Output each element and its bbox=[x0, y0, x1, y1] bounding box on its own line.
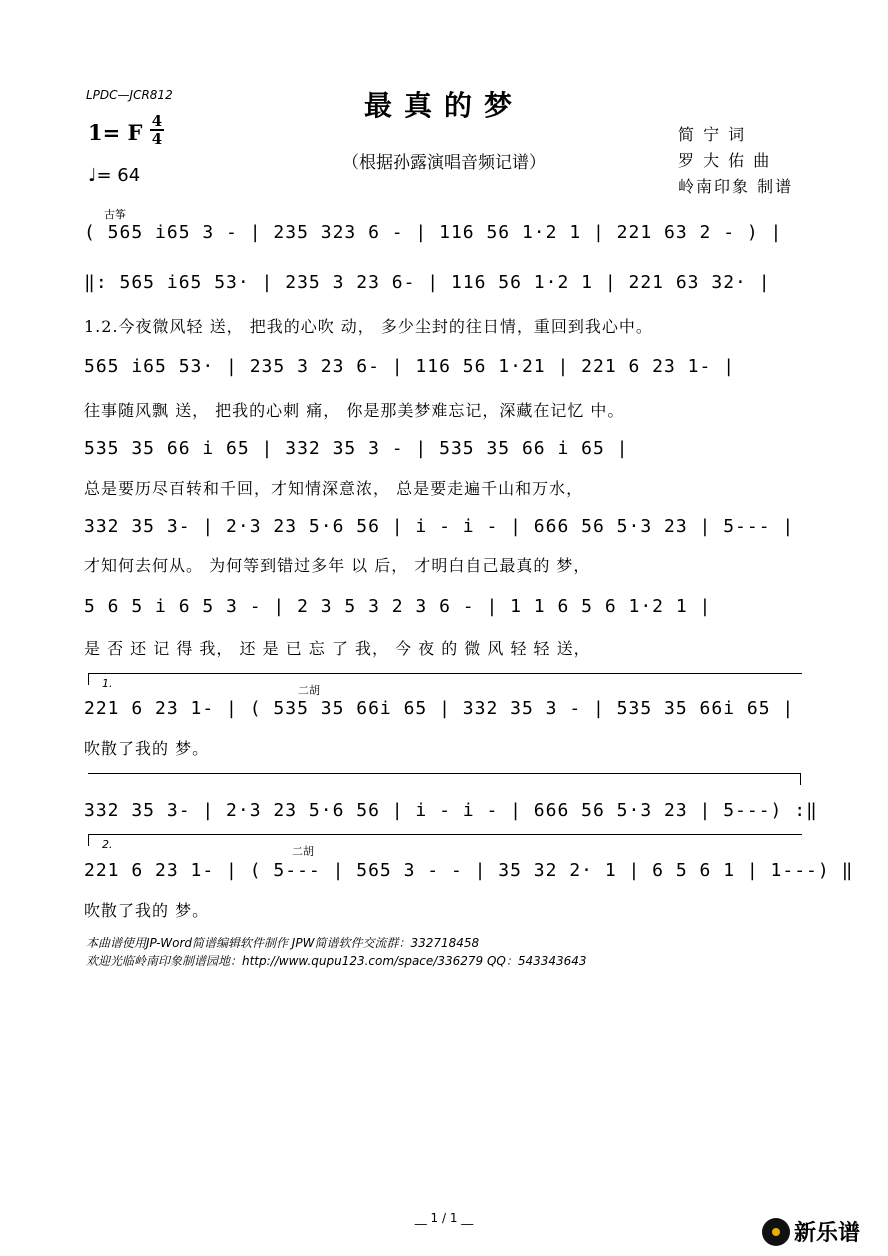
lyric-line-9: 吹散了我的 梦。 bbox=[84, 901, 210, 920]
score-line-7: 221 6 23 1- | ( 535 35 66i 65 | 332 35 3 - | 535 35 66i 65 | bbox=[84, 698, 795, 719]
page-number: __ 1 / 1 __ bbox=[414, 1211, 474, 1225]
time-bottom: 4 bbox=[151, 130, 163, 148]
composer-credit: 罗 大 佑 曲 bbox=[678, 151, 772, 170]
score-line-3: 565 i65 53· | 235 3 23 6- | 116 56 1·21 | 221 6 23 1- | bbox=[84, 356, 736, 377]
instrument-erhu-1: 二胡 bbox=[298, 684, 320, 697]
volta-tick-2 bbox=[88, 834, 89, 846]
score-line-6: 5 6 5 i 6 5 3 - | 2 3 5 3 2 3 6 - | 1 1 6 5 6 1·2 1 | bbox=[84, 596, 712, 617]
score-line-5: 332 35 3- | 2·3 23 5·6 56 | i - i - | 666 56 5·3 23 | 5--- | bbox=[84, 516, 795, 537]
logo-text: 新乐谱 bbox=[794, 1221, 861, 1246]
key-signature: 1= F bbox=[88, 120, 143, 145]
time-top: 4 bbox=[151, 112, 163, 130]
lyric-line-6: 是 否 还 记 得 我， 还 是 已 忘 了 我， 今 夜 的 微 风 轻 轻 送， bbox=[84, 639, 591, 658]
score-line-1: ( 565 i65 3 - | 235 323 6 - | 116 56 1·2 1 | 221 63 2 - ) | bbox=[84, 222, 783, 243]
volta-tick-1 bbox=[88, 673, 89, 685]
volta-bracket-2 bbox=[88, 834, 802, 835]
instrument-guzheng: 古筝 bbox=[104, 208, 126, 221]
song-subtitle: （根据孙露演唱音频记谱） bbox=[342, 153, 546, 173]
site-logo bbox=[762, 1216, 860, 1247]
volta-bracket-1 bbox=[88, 673, 802, 674]
score-line-8: 332 35 3- | 2·3 23 5·6 56 | i - i - | 666 56 5·3 23 | 5---) :‖ bbox=[84, 800, 818, 821]
engraver-credit: 岭南印象 制谱 bbox=[678, 177, 794, 196]
volta-number-2: 2. bbox=[102, 838, 113, 851]
song-title: 最真的梦 bbox=[363, 89, 524, 122]
score-line-9: 221 6 23 1- | ( 5--- | 565 3 - - | 35 32 2· 1 | 6 5 6 1 | 1---) ‖ bbox=[84, 860, 854, 881]
volta-continuation-line bbox=[88, 773, 800, 774]
lyric-line-3: 往事随风飘 送， 把我的心刺 痛， 你是那美梦难忘记，深藏在记忆 中。 bbox=[84, 401, 625, 420]
footer-software-note: 本曲谱使用JP-Word简谱编辑软件制作 JPW简谱软件交流群：332718458 bbox=[86, 936, 480, 950]
score-line-2: ‖: 565 i65 53· | 235 3 23 6- | 116 56 1·2 1 | 221 63 32· | bbox=[84, 272, 771, 293]
lyric-line-2: 1.2.今夜微风轻 送， 把我的心吹 动， 多少尘封的往日情，重回到我心中。 bbox=[84, 317, 653, 336]
lyricist-credit: 简 宁 词 bbox=[678, 125, 747, 144]
tempo-mark bbox=[88, 165, 140, 186]
lyric-line-4: 总是要历尽百转和千回，才知情深意浓， 总是要走遍千山和万水， bbox=[84, 479, 584, 498]
tempo-value: = 64 bbox=[96, 165, 141, 186]
quarter-note-icon: ♩ bbox=[88, 165, 97, 186]
vinyl-disc-icon bbox=[762, 1218, 790, 1246]
volta-number-1: 1. bbox=[102, 677, 113, 690]
lyric-line-5: 才知何去何从。 为何等到错过多年 以 后， 才明白自己最真的 梦， bbox=[84, 556, 591, 575]
volta-continuation-tick bbox=[800, 773, 801, 785]
score-code: LPDC—JCR812 bbox=[86, 88, 173, 102]
time-signature bbox=[150, 114, 164, 146]
score-line-4: 535 35 66 i 65 | 332 35 3 - | 535 35 66 i 65 | bbox=[84, 438, 629, 459]
footer-website-note: 欢迎光临岭南印象制谱园地：http://www.qupu123.com/space/336279 QQ：543343643 bbox=[86, 954, 587, 968]
instrument-erhu-2: 二胡 bbox=[292, 845, 314, 858]
lyric-line-7: 吹散了我的 梦。 bbox=[84, 739, 210, 758]
